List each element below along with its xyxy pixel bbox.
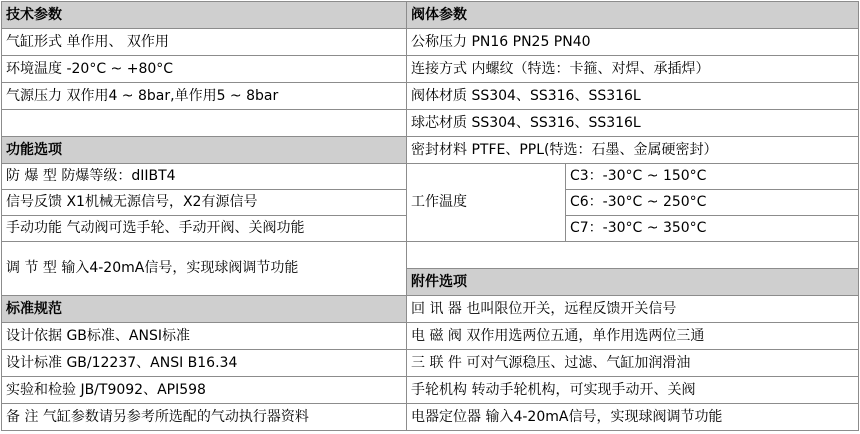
func-explosion-proof: 防 爆 型 防爆等级：dIIBT4	[2, 164, 407, 190]
empty-cell	[2, 110, 407, 137]
table-row	[2, 350, 859, 377]
table-row	[2, 137, 859, 164]
body-connection: 连接方式 内螺纹（特选：卡箍、对焊、承插焊）	[407, 56, 859, 83]
temp-c3: C3：-30°C ~ 150°C	[566, 164, 859, 190]
tech-cylinder-type: 气缸形式 单作用、 双作用	[2, 29, 407, 56]
header-function-options: 功能选项	[2, 137, 407, 164]
empty-cell	[407, 242, 859, 269]
std-remarks: 备 注 气缸参数请另参考所选配的气动执行器资料	[2, 404, 407, 431]
body-material: 阀体材质 SS304、SS316、SS316L	[407, 83, 859, 110]
std-design-basis: 设计依据 GB标准、ANSI标准	[2, 323, 407, 350]
table-row	[2, 110, 859, 137]
header-tech-params: 技术参数	[2, 2, 407, 29]
seal-material: 密封材料 PTFE、PPL(特选：石墨、金属硬密封）	[407, 137, 859, 164]
table-row	[2, 29, 859, 56]
temp-c6: C6：-30°C ~ 250°C	[566, 190, 859, 216]
table-row	[2, 83, 859, 110]
table-row	[2, 323, 859, 350]
tech-ambient-temp: 环境温度 -20°C ~ +80°C	[2, 56, 407, 83]
acc-handwheel: 手轮机构 转动手轮机构，可实现手动开、关阀	[407, 377, 859, 404]
header-standards: 标准规范	[2, 296, 407, 323]
table-row	[2, 404, 859, 431]
acc-frl-unit: 三 联 件 可对气源稳压、过滤、气缸加润滑油	[407, 350, 859, 377]
table-row	[2, 2, 859, 29]
func-regulating: 调 节 型 输入4-20mA信号，实现球阀调节功能	[2, 242, 407, 296]
func-signal-feedback: 信号反馈 X1机械无源信号，X2有源信号	[2, 190, 407, 216]
temp-c7: C7：-30°C ~ 350°C	[566, 216, 859, 242]
body-nominal-pressure: 公称压力 PN16 PN25 PN40	[407, 29, 859, 56]
func-manual: 手动功能 气动阀可选手轮、手动开阀、关阀功能	[2, 216, 407, 242]
ball-material: 球芯材质 SS304、SS316、SS316L	[407, 110, 859, 137]
std-testing: 实验和检验 JB/T9092、API598	[2, 377, 407, 404]
table-row	[2, 164, 859, 190]
acc-limit-switch: 回 讯 器 也叫限位开关，远程反馈开关信号	[407, 296, 859, 323]
spec-table	[1, 1, 859, 431]
acc-positioner: 电器定位器 输入4-20mA信号，实现球阀调节功能	[407, 404, 859, 431]
table-row	[2, 377, 859, 404]
table-row	[2, 296, 859, 323]
std-design-standard: 设计标准 GB/12237、ANSI B16.34	[2, 350, 407, 377]
acc-solenoid-valve: 电 磁 阀 双作用选两位五通，单作用选两位三通	[407, 323, 859, 350]
tech-air-pressure: 气源压力 双作用4 ~ 8bar,单作用5 ~ 8bar	[2, 83, 407, 110]
header-body-params: 阀体参数	[407, 2, 859, 29]
working-temp-label: 工作温度	[407, 164, 566, 242]
header-accessory-options: 附件选项	[407, 269, 859, 296]
table-row	[2, 56, 859, 83]
table-row	[2, 242, 859, 269]
